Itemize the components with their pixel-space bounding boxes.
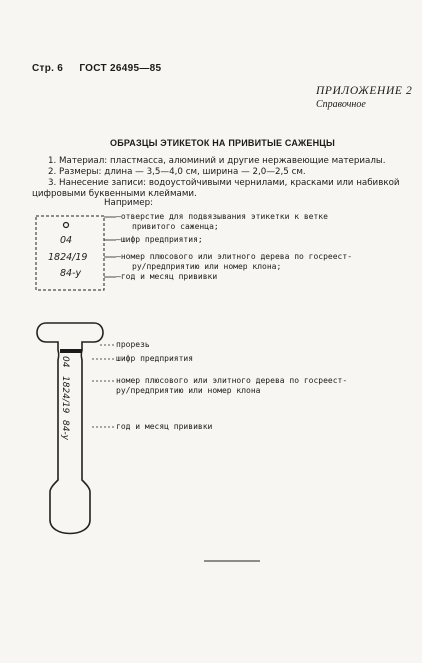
key-tag-outline bbox=[37, 323, 103, 534]
callout-number-2-cont: ру/предприятию или номер клона bbox=[116, 386, 261, 395]
tag1-number: 1824/19 bbox=[48, 252, 88, 263]
callout-date-2: год и месяц прививки bbox=[116, 422, 213, 431]
example-label: Например: bbox=[104, 198, 154, 208]
item-size: 2. Размеры: длина — 3,5—4,0 см, ширина — 2,0—2,5 см. bbox=[48, 167, 306, 177]
document-title: ОБРАЗЦЫ ЭТИКЕТОК НА ПРИВИТЫЕ САЖЕНЦЫ bbox=[110, 138, 336, 148]
callout-number: —номер плюсового или элитного дерева по госреест- bbox=[116, 252, 353, 261]
callout-number-cont: ру/предприятию или номер клона; bbox=[132, 262, 282, 271]
tag2-date: 84-у bbox=[60, 420, 70, 441]
tag2-number: 1824/19 bbox=[60, 376, 70, 414]
appendix-subtitle: Справочное bbox=[316, 99, 366, 110]
tag2-code: 04 bbox=[60, 356, 70, 368]
callout-slot: прорезь bbox=[116, 340, 150, 349]
tag1-date: 84-у bbox=[60, 268, 82, 279]
tag-hole-icon bbox=[64, 223, 69, 228]
standard-code: ГОСТ 26495—85 bbox=[79, 63, 162, 74]
slot-icon bbox=[60, 349, 82, 353]
callout-hole: —отверстие для подвязывания этикетки к ветке bbox=[116, 212, 328, 221]
callout-hole-cont: привитого саженца; bbox=[132, 222, 219, 231]
callout-code-2: шифр предприятия bbox=[116, 354, 194, 363]
item-marking-cont: цифровыми буквенными клеймами. bbox=[32, 189, 197, 199]
item-material: 1. Материал: пластмасса, алюминий и другие нержавеющие материалы. bbox=[48, 156, 386, 166]
tag1-code: 04 bbox=[60, 235, 73, 246]
appendix-title: ПРИЛОЖЕНИЕ 2 bbox=[316, 85, 413, 97]
callout-date: —год и месяц прививки bbox=[116, 272, 218, 281]
page-number: Стр. 6 bbox=[32, 63, 64, 74]
item-marking: 3. Нанесение записи: водоустойчивыми чернилами, красками или набивкой bbox=[48, 178, 400, 188]
callout-code: —шифр предприятия; bbox=[116, 235, 203, 244]
callout-number-2: номер плюсового или элитного дерева по госреест- bbox=[116, 376, 348, 385]
